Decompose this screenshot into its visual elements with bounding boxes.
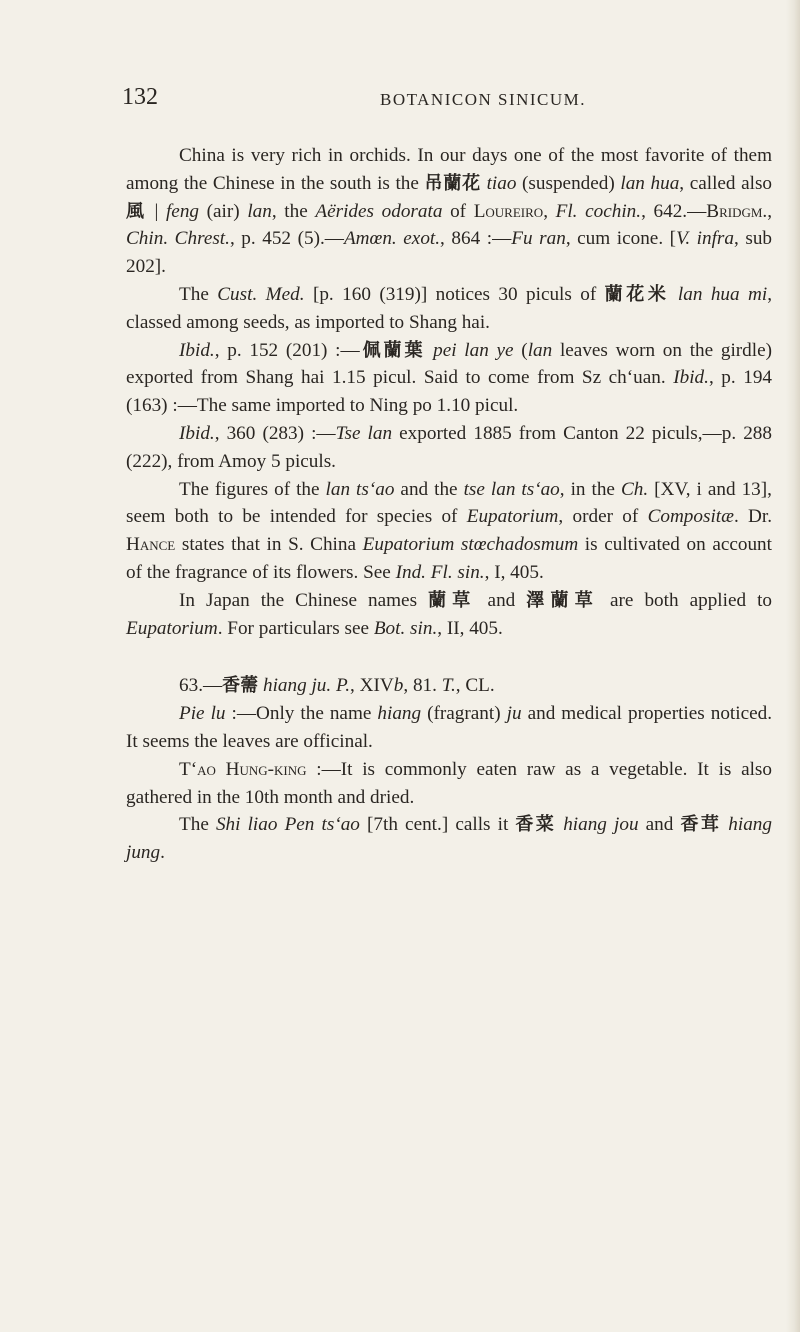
text-run: [7th cent.] calls it: [359, 814, 516, 836]
text-run: (air): [199, 200, 248, 222]
text-run: . For particulars see: [217, 617, 374, 639]
italic-term: lan ts‘ao: [325, 478, 395, 500]
italic-term: T.: [441, 675, 456, 697]
text-run: , classed among seeds, as imported to Shang hai.: [126, 283, 772, 333]
text-run: and: [638, 814, 681, 836]
italic-term: tiao: [486, 172, 517, 194]
text-run: The: [179, 814, 216, 836]
text-run: :—Only the name: [225, 703, 378, 725]
text-run: and the: [394, 478, 464, 500]
text-run: are both applied to: [598, 589, 773, 611]
text-run: , CL.: [455, 675, 495, 697]
italic-term: Bot. sin.: [373, 617, 438, 639]
text-run: , II, 405.: [437, 617, 503, 639]
italic-term: tse lan ts‘ao: [463, 478, 560, 500]
text-run: .: [160, 842, 165, 864]
italic-term: feng: [165, 200, 200, 222]
paragraph-japan: [126, 587, 772, 643]
paragraph-pie-lu: [126, 700, 772, 756]
italic-term: ju: [506, 703, 522, 725]
italic-term: Eupatorium stœchadosmum: [362, 534, 579, 556]
text-run: In Japan the Chinese names: [179, 589, 429, 611]
text-run: , p. 152 (201) :—: [214, 339, 360, 361]
chinese-characters: 風: [126, 200, 147, 222]
italic-term: hiang jou: [563, 814, 639, 836]
chinese-characters: 吊蘭花: [424, 172, 481, 194]
text-run: , p. 452 (5).—: [229, 228, 344, 250]
paragraph-figures: [126, 476, 772, 587]
paragraph-orchids: [126, 142, 772, 281]
italic-term: Eupatorium: [466, 506, 559, 528]
italic-term: lan: [527, 339, 553, 361]
chinese-characters: 香菜: [515, 814, 557, 836]
text-run: , 360 (283) :—: [214, 422, 336, 444]
italic-term: b: [393, 675, 404, 697]
text-run: (: [513, 339, 528, 361]
text-run: |: [146, 200, 166, 222]
italic-term: Cust. Med.: [217, 283, 305, 305]
italic-term: Eupatorium: [126, 617, 218, 639]
text-run: and medical properties noticed. It seems the leaves are officinal.: [126, 703, 773, 752]
italic-term: hiang ju.: [262, 675, 332, 697]
paragraph-shi-liao: [126, 811, 772, 867]
text-run: (fragrant): [421, 703, 507, 725]
text-run: [p. 160 (319)] notices 30 piculs of: [304, 283, 605, 305]
text-run: exported 1885 from Canton 22 piculs,—p. 288 (222), from Amoy 5 piculs.: [126, 422, 772, 472]
section-heading-63: [126, 672, 772, 700]
text-run: ,: [767, 200, 772, 222]
text-run: , p. 194 (163) :—The same imported to Ning po 1.10 picul.: [126, 367, 772, 417]
text-run: , 81.: [403, 675, 442, 697]
italic-term: Chin. Chrest.: [126, 228, 230, 250]
italic-term: Fu ran: [511, 228, 566, 250]
text-run: . Dr.: [733, 506, 773, 528]
italic-term: Ibid.: [673, 367, 709, 389]
author-name: Bridgm.: [706, 200, 768, 222]
text-run: The: [179, 283, 218, 305]
text-run: China is very rich in orchids. In our days one of the most favorite of them among the Chinese in the south is the: [126, 145, 772, 194]
text-run: states that in S. China: [175, 534, 363, 556]
page-header: [122, 84, 682, 118]
italic-term: Pie lu: [179, 703, 226, 725]
text-run: of: [442, 200, 474, 222]
italic-term: Shi liao Pen ts‘ao: [215, 814, 360, 836]
page-number: 132: [122, 84, 158, 110]
page-edge: [786, 0, 800, 1332]
text-run: , sub 202].: [126, 228, 773, 278]
italic-term: lan hua: [620, 172, 680, 194]
text-run: [425, 340, 433, 361]
author-name: T‘ao Hung-king: [179, 758, 307, 780]
author-name: Loureiro: [473, 200, 544, 222]
italic-term: hiang jung: [126, 814, 772, 864]
text-run: (suspended): [516, 172, 621, 194]
author-name: Hance: [126, 534, 176, 556]
text-run: leaves worn on the girdle) exported from Shang hai 1.15 picul. Said to come from Sz ch‘uan.: [126, 339, 773, 389]
chinese-characters: 佩蘭葉: [359, 339, 426, 361]
chinese-characters: 澤蘭草: [526, 589, 599, 611]
text-run: ,: [543, 200, 556, 222]
italic-term: Ibid.: [179, 339, 215, 361]
chinese-characters: 香茸: [680, 814, 722, 836]
italic-term: Compositæ: [647, 506, 734, 528]
italic-term: lan: [247, 200, 272, 222]
running-head: BOTANICON SINICUM.: [380, 90, 587, 109]
italic-term: Fl. cochin.: [555, 200, 642, 222]
text-run: , 864 :—: [440, 228, 512, 250]
italic-term: Amœn. exot.: [343, 228, 441, 250]
text-run: The figures of the: [179, 478, 326, 500]
text-run: , I, 405.: [484, 561, 544, 583]
chinese-characters: 香薷: [222, 675, 259, 697]
text-run: 63.—: [179, 675, 223, 697]
paragraph-cust-med: [126, 281, 772, 337]
body-text: [126, 142, 772, 867]
italic-term: pei lan ye: [433, 339, 514, 361]
text-run: and: [476, 589, 527, 611]
text-run: , called also: [679, 172, 773, 194]
text-run: is cultivated on account of the fragrance of its flowers. See: [126, 534, 772, 583]
italic-term: Aërides odorata: [315, 200, 443, 222]
italic-term: Ch.: [620, 478, 649, 500]
italic-term: P.: [336, 675, 351, 697]
text-run: , 642.—: [641, 200, 707, 222]
paragraph-tao-hung-king: [126, 756, 772, 812]
italic-term: Tse lan: [335, 422, 393, 444]
paragraph-ibid-360: [126, 420, 772, 476]
text-run: :—It is commonly eaten raw as a vegetable. It is also gathered in the 10th month and dried.: [126, 758, 772, 808]
text-run: , cum icone. [: [565, 228, 677, 250]
chinese-characters: 蘭花米: [604, 283, 670, 305]
text-run: , XIV: [350, 675, 394, 697]
italic-term: Ind. Fl. sin.: [395, 561, 485, 583]
italic-term: V. infra: [676, 228, 734, 250]
italic-term: lan hua mi: [677, 283, 768, 305]
paragraph-ibid-152: [126, 337, 772, 420]
text-run: [669, 284, 677, 305]
chinese-characters: 蘭草: [428, 589, 477, 611]
text-run: , order of: [558, 506, 648, 528]
text-run: , in the: [559, 478, 621, 500]
text-run: [XV, i and 13], seem both to be intended for species of: [126, 478, 772, 528]
italic-term: Ibid.: [179, 422, 215, 444]
text-run: , the: [271, 200, 316, 222]
italic-term: hiang: [377, 703, 422, 725]
